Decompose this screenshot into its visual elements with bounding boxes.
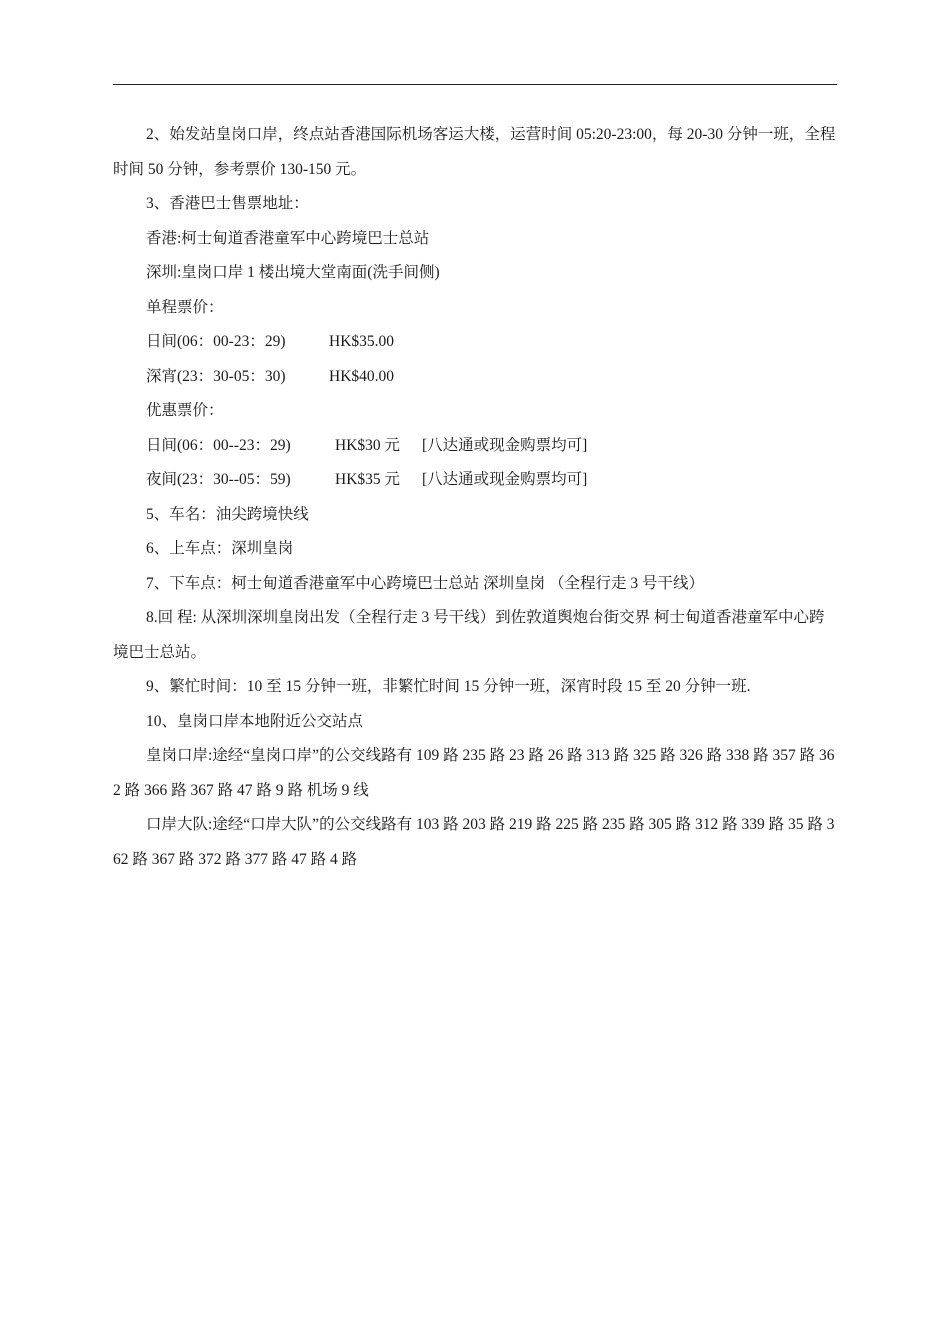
paragraph-alighting-point: 7、下车点：柯士甸道香港童军中心跨境巴士总站 深圳皇岗 （全程行走 3 号干线）	[146, 574, 705, 592]
paragraph-return-route: 8.回 程: 从深圳深圳皇岗出发（全程行走 3 号干线）到佐敦道舆炮台街交界 柯士甸道香港童军中心跨境巴士总站。	[113, 609, 825, 661]
fare-note: [八达通或现金购票均可]	[422, 471, 588, 488]
paragraph-discount-fare-heading: 优惠票价：	[146, 402, 224, 419]
paragraph-hk-address: 香港:柯士甸道香港童军中心跨境巴士总站	[146, 229, 430, 247]
discount-fare-row	[113, 463, 837, 498]
fare-note: [八达通或现金购票均可]	[422, 436, 588, 454]
paragraph-frequency: 9、繁忙时间：10 至 15 分钟一班，非繁忙时间 15 分钟一班，深宵时段 15 至 20 分钟一班.	[146, 678, 751, 695]
paragraph-airport-route: 2、始发站皇岗口岸，终点站香港国际机场客运大楼，运营时间 05:20-23:00，每 20-30 分钟一班，全程时间 50 分钟，参考票价 130-150 元。	[113, 126, 836, 178]
single-fare-row	[113, 360, 837, 395]
paragraph-bus-name: 5、车名：油尖跨境快线	[146, 505, 309, 523]
paragraph-huanggang-bus-lines: 皇岗口岸:途经“皇岗口岸”的公交线路有 109 路 235 路 23 路 26 路 313 路 325 路 326 路 338 路 357 路 362 路 366 路 367 路 47 路 9 路 机场 9 线	[113, 747, 835, 799]
fare-price: HK$35.00	[329, 333, 395, 350]
paragraph-single-fare-heading: 单程票价：	[146, 298, 224, 316]
single-fare-row	[113, 325, 837, 360]
header-rule	[113, 84, 837, 85]
fare-period: 日间(06：00--23：29)	[146, 436, 291, 454]
fare-price: HK$30 元	[335, 436, 401, 454]
fare-period: 夜间(23：30--05：59)	[146, 471, 291, 488]
paragraph-boarding-point: 6、上车点：深圳皇岗	[146, 540, 294, 557]
fare-price: HK$40.00	[329, 367, 395, 385]
fare-price: HK$35 元	[335, 471, 401, 488]
document-body	[113, 118, 837, 877]
paragraph-bus-stops-heading: 10、皇岗口岸本地附近公交站点	[146, 712, 364, 730]
paragraph-sz-address: 深圳:皇岗口岸 1 楼出境大堂南面(洗手间侧)	[146, 264, 440, 281]
fare-period: 日间(06：00-23：29)	[146, 333, 286, 350]
paragraph-ticket-address-heading: 3、香港巴士售票地址：	[146, 195, 309, 212]
fare-period: 深宵(23：30-05：30)	[146, 367, 286, 385]
paragraph-kouan-dadui-bus-lines: 口岸大队:途经“口岸大队”的公交线路有 103 路 203 路 219 路 225 路 235 路 305 路 312 路 339 路 35 路 362 路 367 路 372 路 377 路 47 路 4 路	[113, 816, 835, 868]
discount-fare-row	[113, 429, 837, 464]
